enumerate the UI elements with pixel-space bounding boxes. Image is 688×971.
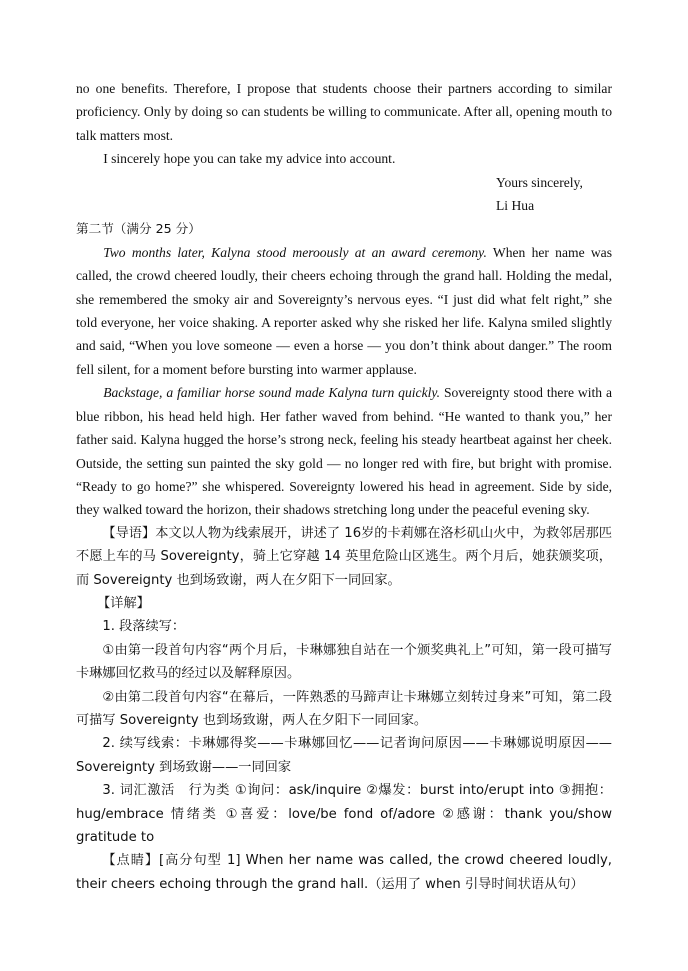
- guide-paragraph: 【导语】本文以人物为线索展开，讲述了 16岁的卡莉娜在洛杉矶山火中，为救邻居那匹不愿上车的马 Sovereignty，骑上它穿越 14 英里危险山区逃生。两个月后，她获颁奖项，而 Sovereignty 也到场致谢，两人在夕阳下一同回家。: [76, 525, 612, 588]
- continuation-paragraph-1: [76, 241, 612, 381]
- highlight-paragraph: 【点睛】[高分句型 1] When her name was called, the crowd cheered loudly, their cheers echoing through the grand hall.（运用了 when 引导时间状语从句）: [76, 853, 612, 892]
- section-title: 第二节（满分 25 分）: [76, 221, 201, 237]
- detail-item-3: 3. 词汇激活 行为类 ①询问：ask/inquire ②爆发：burst into/erupt into ③拥抱：hug/embrace 情绪类 ①喜爱：love/be fond of/adore ②感谢：thank you/show gratitude to: [76, 783, 612, 845]
- letter-hope-line: I sincerely hope you can take my advice into account.: [103, 151, 396, 167]
- paragraph-1-lead-sentence: Two months later, Kalyna stood meroously at an award ceremony.: [103, 244, 487, 260]
- detail-heading: 【详解】: [97, 595, 150, 611]
- detail-item-1-title: 1. 段落续写：: [102, 619, 186, 635]
- detail-item-1-a: ①由第一段首句内容“两个月后，卡琳娜独自站在一个颁奖典礼上”可知，第一段可描写卡琳娜回忆救马的经过以及解释原因。: [76, 642, 612, 682]
- paragraph-2-body: Sovereignty stood there with a blue ribbon, his head held high. Her father waved from behind. “He wanted to thank you,” her father said. Kalyna hugged the horse’s strong neck, feeling his steady heartbeat against her cheek. Outside, the setting sun painted the sky gold — no longer red with fire, but bright with promise. “Ready to go home?” she whispered. Sovereignty lowered his head in agreement. Side by side, they walked toward the horizon, their shadows stretching long under the peaceful evening sky.: [76, 385, 612, 518]
- detail-item-2: 2. 续写线索：卡琳娜得奖——卡琳娜回忆——记者询问原因——卡琳娜说明原因——Sovereignty 到场致谢——一同回家: [76, 736, 612, 775]
- letter-closing: Yours sincerely,: [496, 174, 583, 190]
- detail-item-1-b: ②由第二段首句内容“在幕后，一阵熟悉的马蹄声让卡琳娜立刻转过身来”可知，第二段可描写 Sovereignty 也到场致谢，两人在夕阳下一同回家。: [76, 689, 612, 728]
- paragraph-2-lead-sentence: Backstage, a familiar horse sound made Kalyna turn quickly.: [103, 385, 441, 401]
- paragraph-1-body: When her name was called, the crowd cheered loudly, their cheers echoing through the grand hall. Holding the medal, she remembered the smoky air and Sovereignty’s nervous eyes. “I just did what felt right,” she told everyone, her voice shaking. A reporter asked why she risked her life. Kalyna smiled slightly and said, “When you love someone — even a horse — you don’t think about danger.” The room fell silent, for a moment before bursting into warmer applause.: [76, 244, 612, 377]
- continuation-paragraph-2: [76, 381, 612, 521]
- document-page: [76, 77, 612, 896]
- letter-signature: Li Hua: [496, 198, 535, 214]
- letter-paragraph-end: no one benefits. Therefore, I propose that students choose their partners according to similar proficiency. Only by doing so can students be willing to communicate. After all, opening mouth to talk matters most.: [76, 81, 612, 143]
